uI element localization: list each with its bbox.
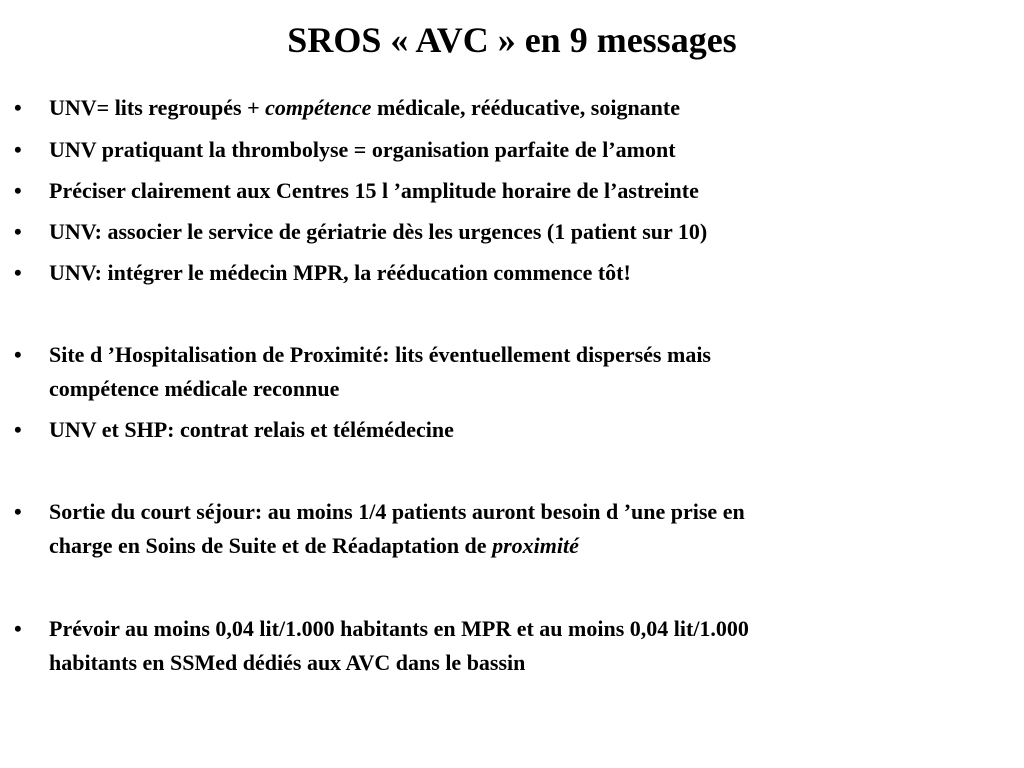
bullet-text: UNV= lits regroupés + compétence médicale, rééducative, soignante <box>49 95 681 120</box>
bullet-text <box>49 495 969 563</box>
bullet-text-line: compétence médicale reconnue <box>49 376 340 401</box>
bullet-text: UNV: associer le service de gériatrie dès les urgences (1 patient sur 10) <box>49 219 708 244</box>
bullet-text-line: Prévoir au moins 0,04 lit/1.000 habitants en MPR et au moins 0,04 lit/1.000 <box>49 616 749 641</box>
bullet-text <box>49 612 969 680</box>
bullet-text-line: charge en Soins de Suite et de Réadaptation de proximité <box>49 533 579 558</box>
slide-title: SROS « AVC » en 9 messages <box>287 20 737 60</box>
bullet-marker: • <box>14 417 22 442</box>
bullet-marker: • <box>14 137 22 162</box>
bullet-marker: • <box>14 95 22 120</box>
bullet-item-9 <box>0 612 1024 680</box>
bullet-item-4 <box>0 215 1024 249</box>
bullet-item-3 <box>0 174 1024 208</box>
bullet-marker: • <box>14 342 22 367</box>
bullet-text-line: Sortie du court séjour: au moins 1/4 patients auront besoin d ’une prise en <box>49 499 745 524</box>
bullet-marker: • <box>14 499 22 524</box>
bullet-item-7 <box>0 413 1024 447</box>
bullet-text: Préciser clairement aux Centres 15 l ’amplitude horaire de l’astreinte <box>49 178 699 203</box>
bullet-text: UNV et SHP: contrat relais et télémédecine <box>49 417 454 442</box>
bullet-item-1 <box>0 91 1024 125</box>
bullet-text-line: habitants en SSMed dédiés aux AVC dans le bassin <box>49 650 526 675</box>
bullet-text-line: Site d ’Hospitalisation de Proximité: lits éventuellement dispersés mais <box>49 342 711 367</box>
bullet-text: UNV: intégrer le médecin MPR, la rééducation commence tôt! <box>49 260 631 285</box>
bullet-item-8 <box>0 495 1024 563</box>
bullet-text <box>49 338 969 406</box>
bullet-text: UNV pratiquant la thrombolyse = organisation parfaite de l’amont <box>49 137 676 162</box>
bullet-marker: • <box>14 260 22 285</box>
bullet-marker: • <box>14 616 22 641</box>
bullet-item-6 <box>0 338 1024 406</box>
bullet-marker: • <box>14 178 22 203</box>
bullet-marker: • <box>14 219 22 244</box>
bullet-item-5 <box>0 256 1024 290</box>
bullet-item-2 <box>0 133 1024 167</box>
